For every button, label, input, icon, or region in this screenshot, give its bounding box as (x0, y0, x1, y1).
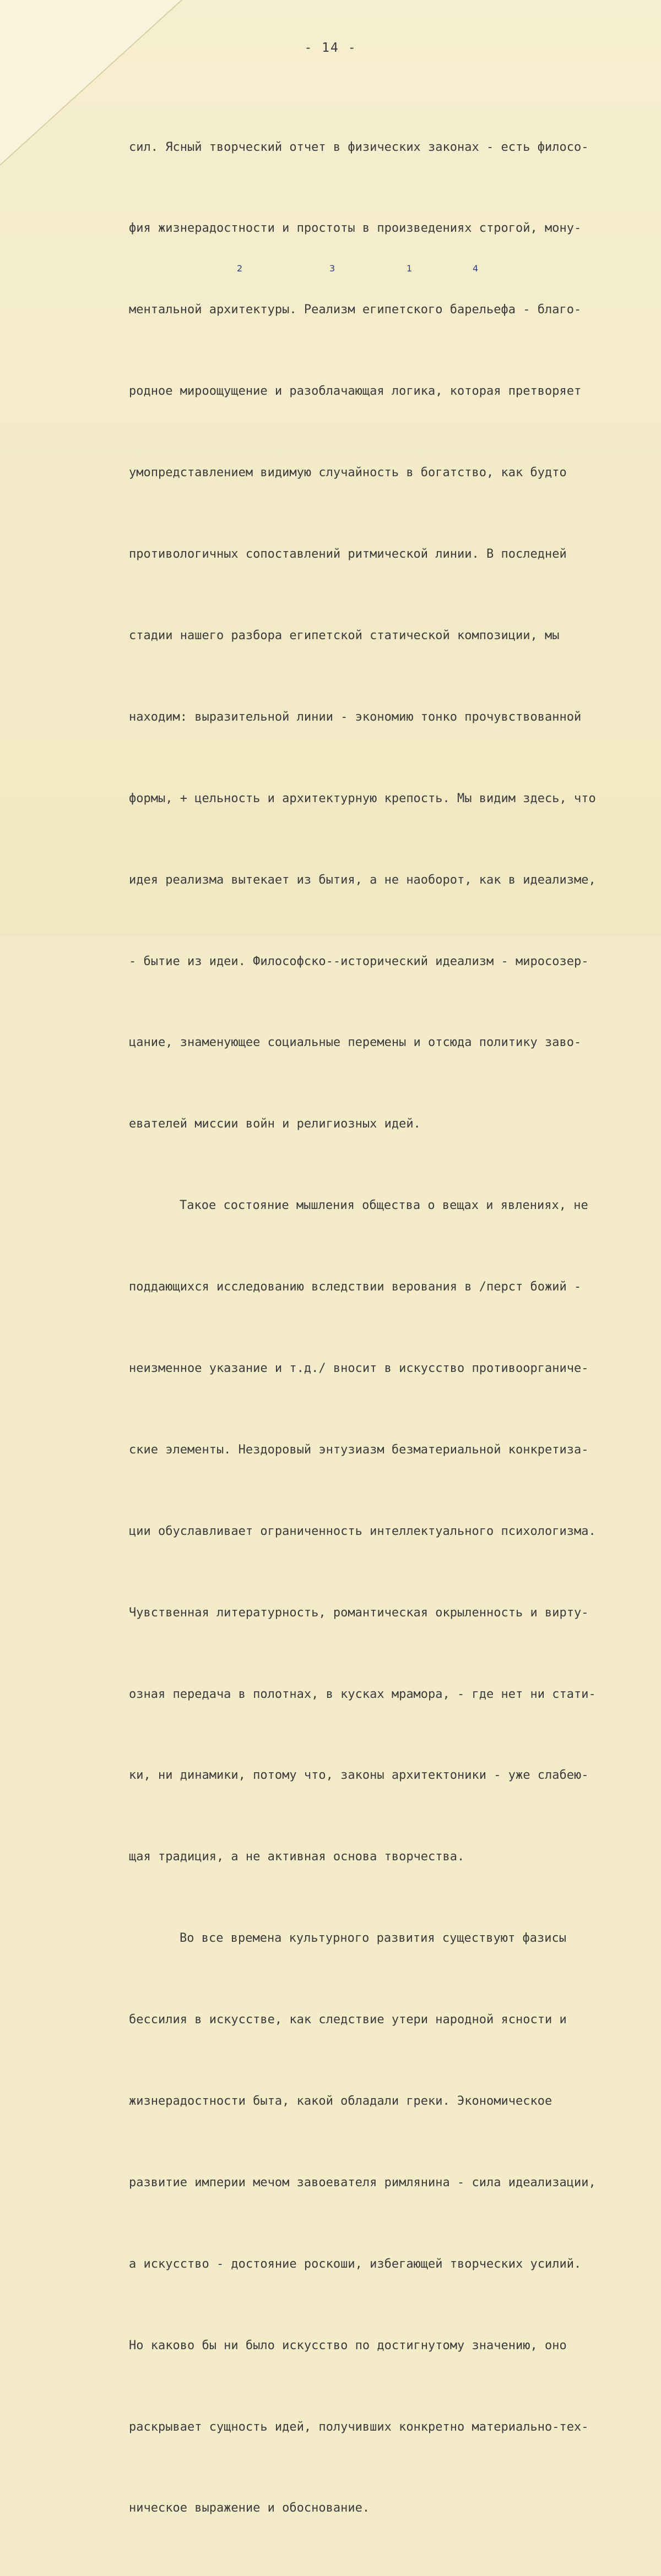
text-line: озная передача в полотнах, в кусках мрамора, - где нет ни стати- (129, 1687, 596, 1701)
text-line: родное мироощущение и разоблачающая логика, которая претворяет (129, 384, 582, 399)
body-text (129, 79, 658, 2576)
text-line: ции обуславливает ограниченность интеллектуального психологизма. (129, 1524, 596, 1538)
text-line: ки, ни динамики, потому что, законы архитектоники - уже слабею- (129, 1768, 589, 1783)
text-line: раскрывает сущность идей, получивших конкретно материально-тех- (129, 2420, 589, 2434)
text-line: Во все времена культурного развития существуют фазисы (180, 1931, 566, 1946)
text-line: стадии нашего разбора египетской статической композиции, мы (129, 628, 560, 642)
text-line: неизменное указание и т.д./ вносит в искусство противоорганиче- (129, 1361, 589, 1375)
text-line: евателей миссии войн и религиозных идей. (129, 1117, 421, 1131)
page-number: - 14 - (304, 41, 357, 55)
text-line: Такое состояние мышления общества о вещах и явлениях, не (180, 1199, 588, 1213)
text-line: сил. Ясный творческий отчет в физических законах - есть филосо- (129, 140, 589, 154)
text-line: фия жизнерадостности и простоты в произведениях строгой, мону- (129, 221, 582, 236)
text-line: Но каково бы ни было искусство по достигнутому значению, оно (129, 2338, 567, 2352)
text-line: поддающихся исследованию вследствии верования в /перст божий - (129, 1280, 582, 1294)
text-line: а искусство - достояние роскоши, избегающей творческих усилий. (129, 2257, 582, 2271)
text-line: - бытие из идеи. Философско--исторический идеализм - миросозер- (129, 954, 589, 968)
handwritten-mark: 4 (473, 263, 479, 274)
text-line: идея реализма вытекает из бытия, а не наоборот, как в идеализме, (129, 873, 596, 887)
text-line: умопредставлением видимую случайность в богатство, как будто (129, 466, 567, 480)
text-line: находим: выразительной линии - экономию тонко прочувствованной (129, 710, 582, 724)
text-line: развитие империи мечом завоевателя римлянина - сила идеализации, (129, 2175, 596, 2190)
text-line: ментальной архитектуры. Реализм египетского барельефа - благо- (129, 303, 582, 317)
text-line: противологичных сопоставлений ритмической линии. В последней (129, 547, 567, 562)
handwritten-mark: 3 (329, 263, 335, 274)
text-line: формы, + цельность и архитектурную крепость. Мы видим здесь, что (129, 791, 596, 805)
text-line: щая традиция, а не активная основа творчества. (129, 1850, 465, 1864)
handwritten-mark: 1 (407, 263, 413, 274)
text-line: бессилия в искусстве, как следствие утери народной ясности и (129, 2013, 567, 2027)
text-line: цание, знаменующее социальные перемены и отсюда политику заво- (129, 1036, 582, 1050)
text-line: ническое выражение и обоснование. (129, 2501, 370, 2515)
handwritten-mark: 2 (237, 263, 243, 274)
text-line: Чувственная литературность, романтическая окрыленность и вирту- (129, 1605, 589, 1620)
text-line: ские элементы. Нездоровый энтузиазм безматериальной конкретиза- (129, 1442, 589, 1457)
text-line: жизнерадостности быта, какой обладали греки. Экономическое (129, 2094, 552, 2108)
